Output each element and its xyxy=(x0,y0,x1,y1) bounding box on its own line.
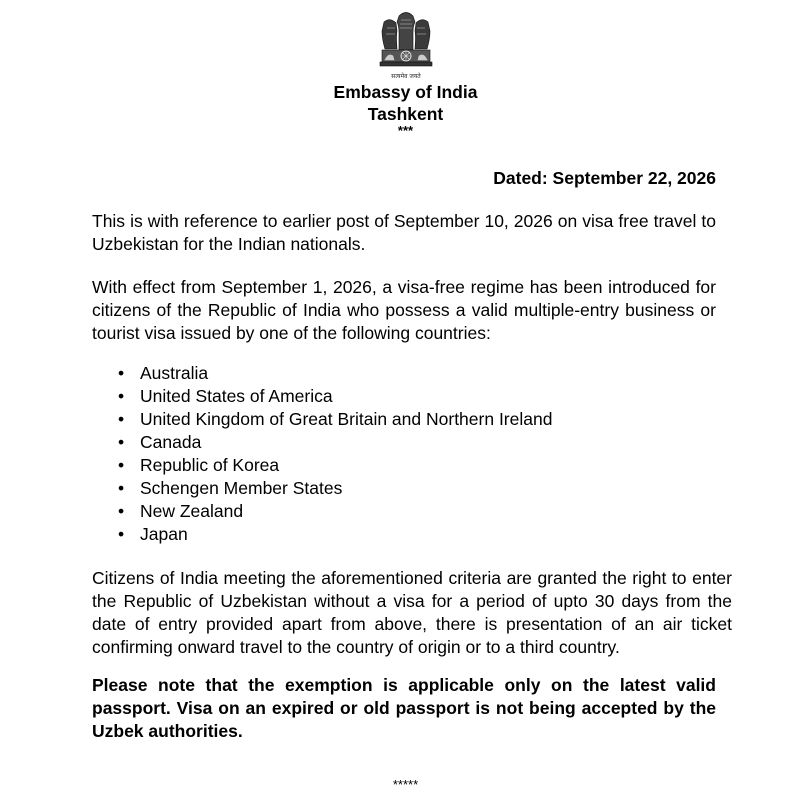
country-name: Schengen Member States xyxy=(140,478,343,498)
passport-note: Please note that the exemption is applicable only on the latest valid passport. Visa on an expired or old passport is not being accepted by the Uzbek authorities. xyxy=(92,675,716,741)
list-item xyxy=(92,385,552,408)
bullet-icon: • xyxy=(118,386,125,406)
country-name: United Kingdom of Great Britain and Northern Ireland xyxy=(140,409,553,429)
bullet-icon: • xyxy=(118,455,125,475)
document-date: Dated: September 22, 2026 xyxy=(493,168,716,188)
bullet-icon: • xyxy=(118,501,125,521)
bullet-icon: • xyxy=(118,432,125,452)
list-item xyxy=(92,500,552,523)
bullet-icon: • xyxy=(118,363,125,383)
footer-separator: ***** xyxy=(392,777,419,792)
country-name: New Zealand xyxy=(140,501,244,521)
country-name: Republic of Korea xyxy=(140,455,280,475)
list-item xyxy=(92,477,552,500)
header-separator: *** xyxy=(397,123,414,138)
embassy-name: Embassy of India xyxy=(333,82,478,102)
country-list xyxy=(92,362,552,546)
bullet-icon: • xyxy=(118,409,125,429)
country-name: Australia xyxy=(140,363,209,383)
list-item xyxy=(92,431,552,454)
reference-paragraph: This is with reference to earlier post of September 10, 2026 on visa free travel to Uzbekistan for the Indian nationals. xyxy=(92,211,716,254)
bullet-icon: • xyxy=(118,524,125,544)
country-name: Japan xyxy=(140,524,188,544)
bullet-icon: • xyxy=(118,478,125,498)
national-emblem-icon xyxy=(372,8,440,84)
country-name: United States of America xyxy=(140,386,333,406)
svg-text:सत्यमेव जयते: सत्यमेव जयते xyxy=(391,73,421,80)
list-item xyxy=(92,408,552,431)
embassy-city: Tashkent xyxy=(367,104,444,124)
list-item xyxy=(92,362,552,385)
list-item xyxy=(92,523,552,546)
list-item xyxy=(92,454,552,477)
criteria-paragraph: Citizens of India meeting the aforementioned criteria are granted the right to enter the Republic of Uzbekistan without a visa for a period of upto 30 days from the date of entry provided apart from above, there is presentation of an air ticket confirming onward travel to the country of origin or to a third country. xyxy=(92,568,732,657)
country-name: Canada xyxy=(140,432,202,452)
effect-paragraph: With effect from September 1, 2026, a visa-free regime has been introduced for citizens of the Republic of India who possess a valid multiple-entry business or tourist visa issued by one of the following countries: xyxy=(92,277,716,343)
